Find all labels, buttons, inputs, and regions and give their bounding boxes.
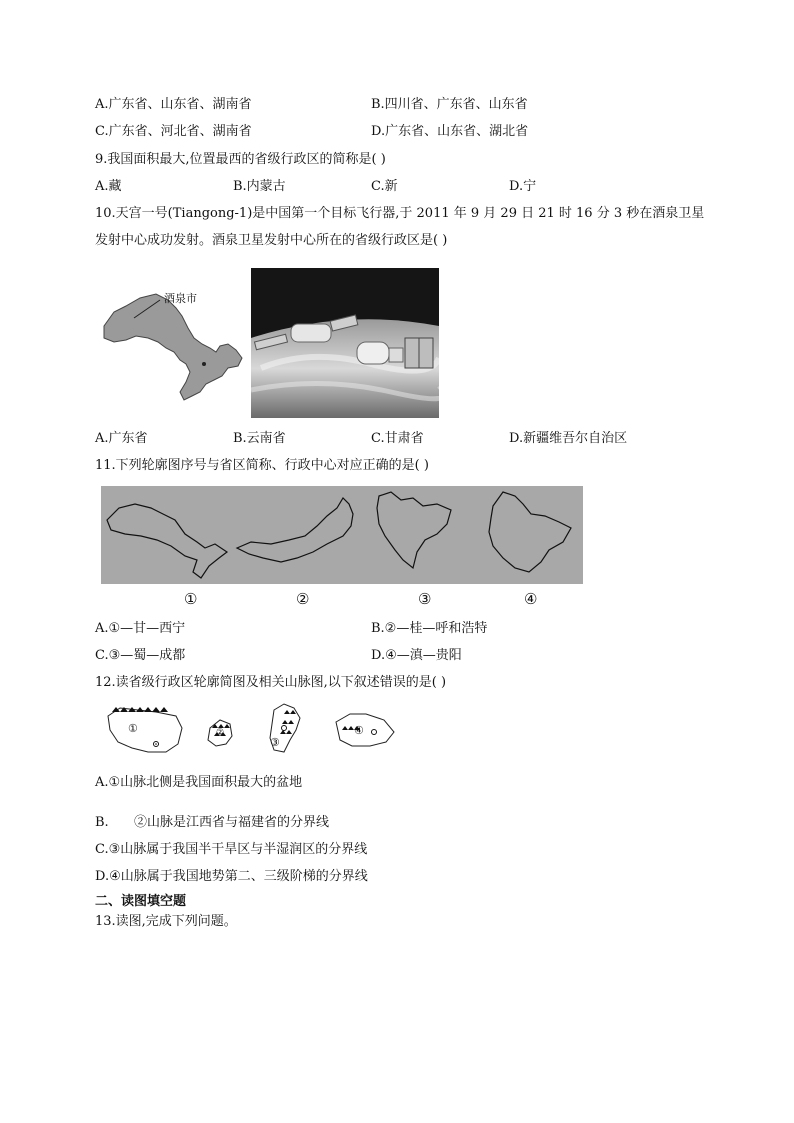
outline-1 [107,504,227,578]
q12-option-b-letter: B. [95,815,109,830]
tiangong-photo [251,268,439,418]
q9-option-a: A.藏 [95,179,122,194]
q12-option-d: D.④山脉属于我国地势第二、三级阶梯的分界线 [95,869,368,884]
q13-stem: 13.读图,完成下列问题。 [95,914,237,929]
outline-4 [489,492,571,572]
outline-label-4: ④ [524,590,538,608]
q9-stem: 9.我国面积最大,位置最西的省级行政区的简称是( ) [95,152,386,167]
q11-option-d: D.④—滇—贵阳 [371,648,462,663]
q10-stem-line2: 发射中心成功发射。酒泉卫星发射中心所在的省级行政区是( ) [95,233,448,248]
q9-option-b: B.内蒙古 [233,179,286,194]
q11-option-a: A.①—甘—西宁 [95,621,186,636]
outline-label-2: ② [296,590,310,608]
q10-option-b: B.云南省 [233,431,286,446]
outline-3 [377,492,451,568]
q9-option-c: C.新 [371,179,398,194]
section-title: 二、读图填空题 [95,894,187,909]
q11-stem: 11.下列轮廓图序号与省区简称、行政中心对应正确的是( ) [95,458,429,473]
mountain-label-4: ④ [354,724,364,737]
q10-option-a: A.广东省 [95,431,148,446]
q12-option-b: ②山脉是江西省与福建省的分界线 [134,815,330,830]
q10-stem-line1: 10.天宫一号(Tiangong-1)是中国第一个目标飞行器,于 2011 年 9 月 29 日 21 时 16 分 3 秒在酒泉卫星 [95,206,705,221]
q12-stem: 12.读省级行政区轮廓简图及相关山脉图,以下叙述错误的是( ) [95,675,447,690]
province-outlines-figure [101,486,583,584]
q11-option-c: C.③—蜀—成都 [95,648,186,663]
q8-option-d: D.广东省、山东省、湖北省 [371,124,529,139]
q12-option-c: C.③山脉属于我国半干旱区与半湿润区的分界线 [95,842,368,857]
q10-option-d: D.新疆维吾尔自治区 [509,431,628,446]
q8-option-a: A.广东省、山东省、湖南省 [95,97,252,112]
spacecraft-image [251,268,439,418]
q8-option-c: C.广东省、河北省、湖南省 [95,124,252,139]
outline-label-1: ① [184,590,198,608]
mountain-outlines-figure [104,700,400,758]
outline-label-3: ③ [418,590,432,608]
q8-option-b: B.四川省、广东省、山东省 [371,97,528,112]
q9-option-d: D.宁 [509,179,537,194]
mountain-label-2: ② [216,728,225,738]
mountain-label-1: ① [128,722,138,735]
q11-option-b: B.②—桂—呼和浩特 [371,621,488,636]
q12-option-a: A.①山脉北侧是我国面积最大的盆地 [95,775,303,790]
mountain-label-3: ③ [270,736,280,749]
province-outlines [101,486,583,584]
gansu-map-figure [96,288,246,404]
outline-2 [237,498,353,562]
q10-option-c: C.甘肃省 [371,431,424,446]
jiuquan-label: 酒泉市 [164,292,197,305]
